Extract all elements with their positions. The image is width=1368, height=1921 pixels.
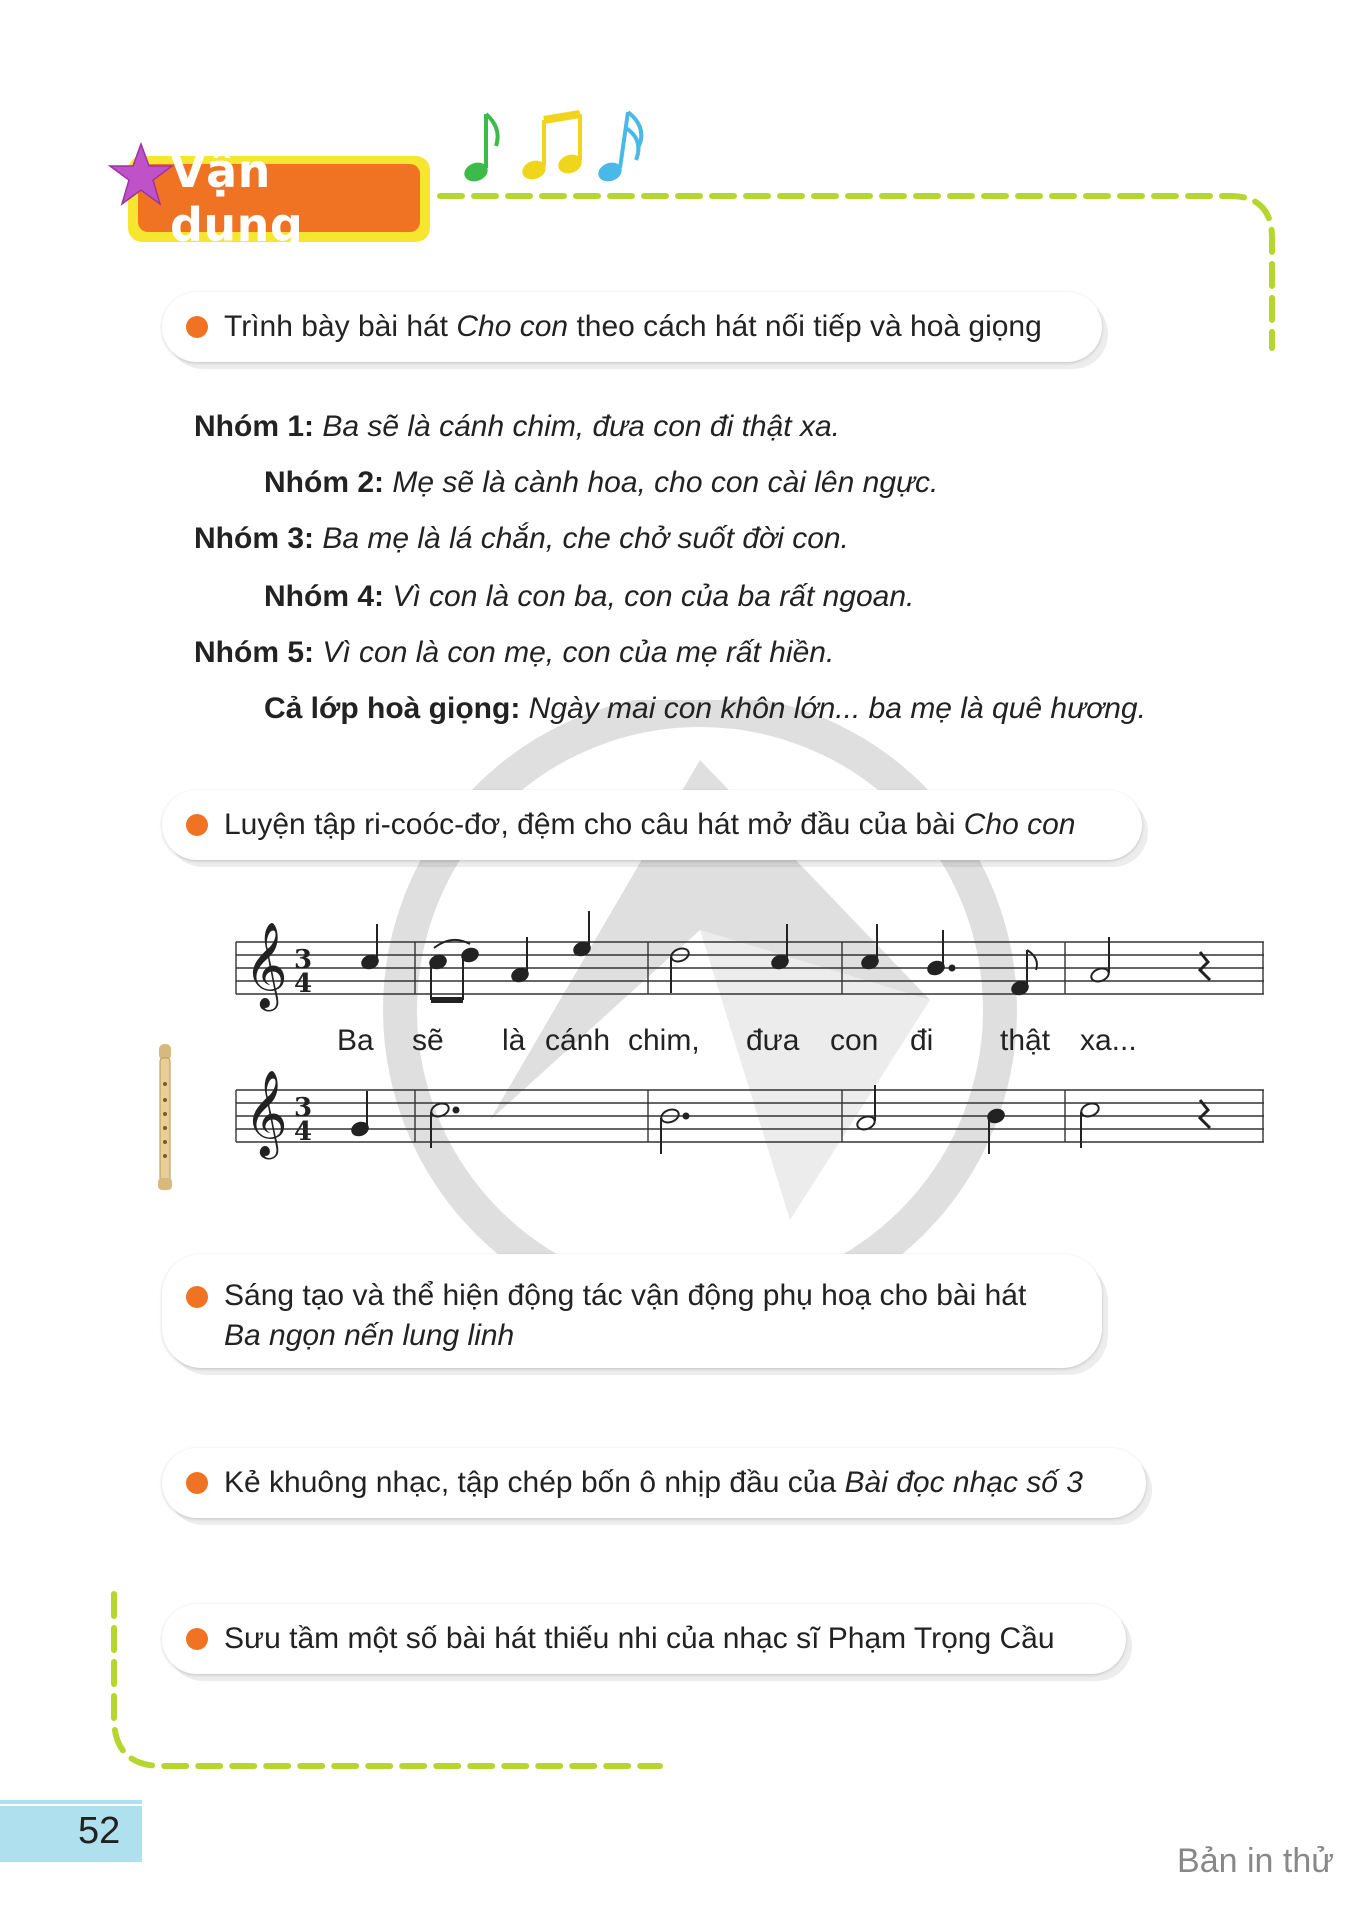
music-staff-melody — [230, 922, 1264, 1008]
lyric-syllable: đưa — [746, 1024, 800, 1057]
music-staff-recorder — [230, 1070, 1264, 1156]
activity-text: Sưu tầm một số bài hát thiếu nhi của nhạc sĩ Phạm Trọng Cầu — [224, 1622, 1055, 1655]
time-signature-bottom: 4 — [294, 1117, 313, 1147]
music-notes-icon — [462, 108, 652, 186]
lyric-syllable: chim, — [628, 1024, 700, 1057]
page-tab-line — [0, 1800, 142, 1804]
group-line: Nhóm 3: Ba mẹ là lá chắn, che chở suốt đời con. — [194, 522, 849, 555]
activity-item — [162, 1254, 1102, 1368]
group-line: Nhóm 4: Vì con là con ba, con của ba rất ngoan. — [264, 580, 915, 613]
lyric-syllable: sẽ — [412, 1024, 444, 1057]
page-tab — [0, 1806, 142, 1862]
bullet-dot-icon — [186, 1628, 208, 1650]
activity-song-title: Bài đọc nhạc số 3 — [844, 1466, 1083, 1499]
time-signature-top: 3 — [294, 1093, 313, 1123]
bullet-dot-icon — [186, 1472, 208, 1494]
page-number: 52 — [78, 1810, 121, 1852]
lyric-syllable: xa... — [1080, 1024, 1137, 1057]
lyric-syllable: Ba — [337, 1024, 374, 1057]
activity-item — [162, 292, 1102, 362]
section-badge-inner — [138, 144, 420, 252]
lyric-syllable: thật — [1000, 1024, 1051, 1057]
group-line: Nhóm 2: Mẹ sẽ là cành hoa, cho con cài lên ngực. — [264, 466, 939, 499]
activity-item — [162, 1604, 1126, 1674]
activity-song-title: Cho con — [456, 310, 569, 343]
section-title: Vận dụng — [170, 144, 304, 252]
activity-item — [162, 1448, 1146, 1518]
activity-text: Sáng tạo và thể hiện động tác vận động phụ hoạ cho bài hát — [224, 1279, 1027, 1312]
activity-text: Kẻ khuông nhạc, tập chép bốn ô nhịp đầu của — [224, 1466, 845, 1499]
lyric-syllable: đi — [910, 1024, 934, 1057]
lyric-syllable: con — [830, 1024, 879, 1057]
lyric-syllable: cánh — [545, 1024, 611, 1057]
activity-song-title: Cho con — [963, 808, 1076, 841]
activity-text-rest: theo cách hát nối tiếp và hoà giọng — [568, 310, 1042, 343]
time-signature-top: 3 — [294, 945, 313, 975]
bullet-dot-icon — [186, 1286, 208, 1308]
activity-song-title: Ba ngọn nến lung linh — [224, 1319, 515, 1352]
activity-text: Trình bày bài hát — [224, 310, 457, 343]
group-line: Nhóm 1: Ba sẽ là cánh chim, đưa con đi thật xa. — [194, 410, 840, 443]
group-line: Nhóm 5: Vì con là con mẹ, con của mẹ rất hiền. — [194, 636, 835, 669]
recorder-icon — [156, 1044, 174, 1192]
group-line: Cả lớp hoà giọng: Ngày mai con khôn lớn... ba mẹ là quê hương. — [264, 692, 1146, 725]
star-icon — [108, 142, 174, 208]
treble-clef-icon: 𝄞 — [244, 1070, 288, 1156]
draft-label: Bản in thử — [1177, 1842, 1334, 1880]
bullet-dot-icon — [186, 316, 208, 338]
time-signature-bottom: 4 — [294, 969, 313, 999]
lyric-syllable: là — [502, 1024, 526, 1057]
activity-item — [162, 790, 1142, 860]
activity-text: Luyện tập ri-coóc-đơ, đệm cho câu hát mở đầu của bài — [224, 808, 964, 841]
bullet-dot-icon — [186, 814, 208, 836]
treble-clef-icon: 𝄞 — [244, 922, 288, 1008]
